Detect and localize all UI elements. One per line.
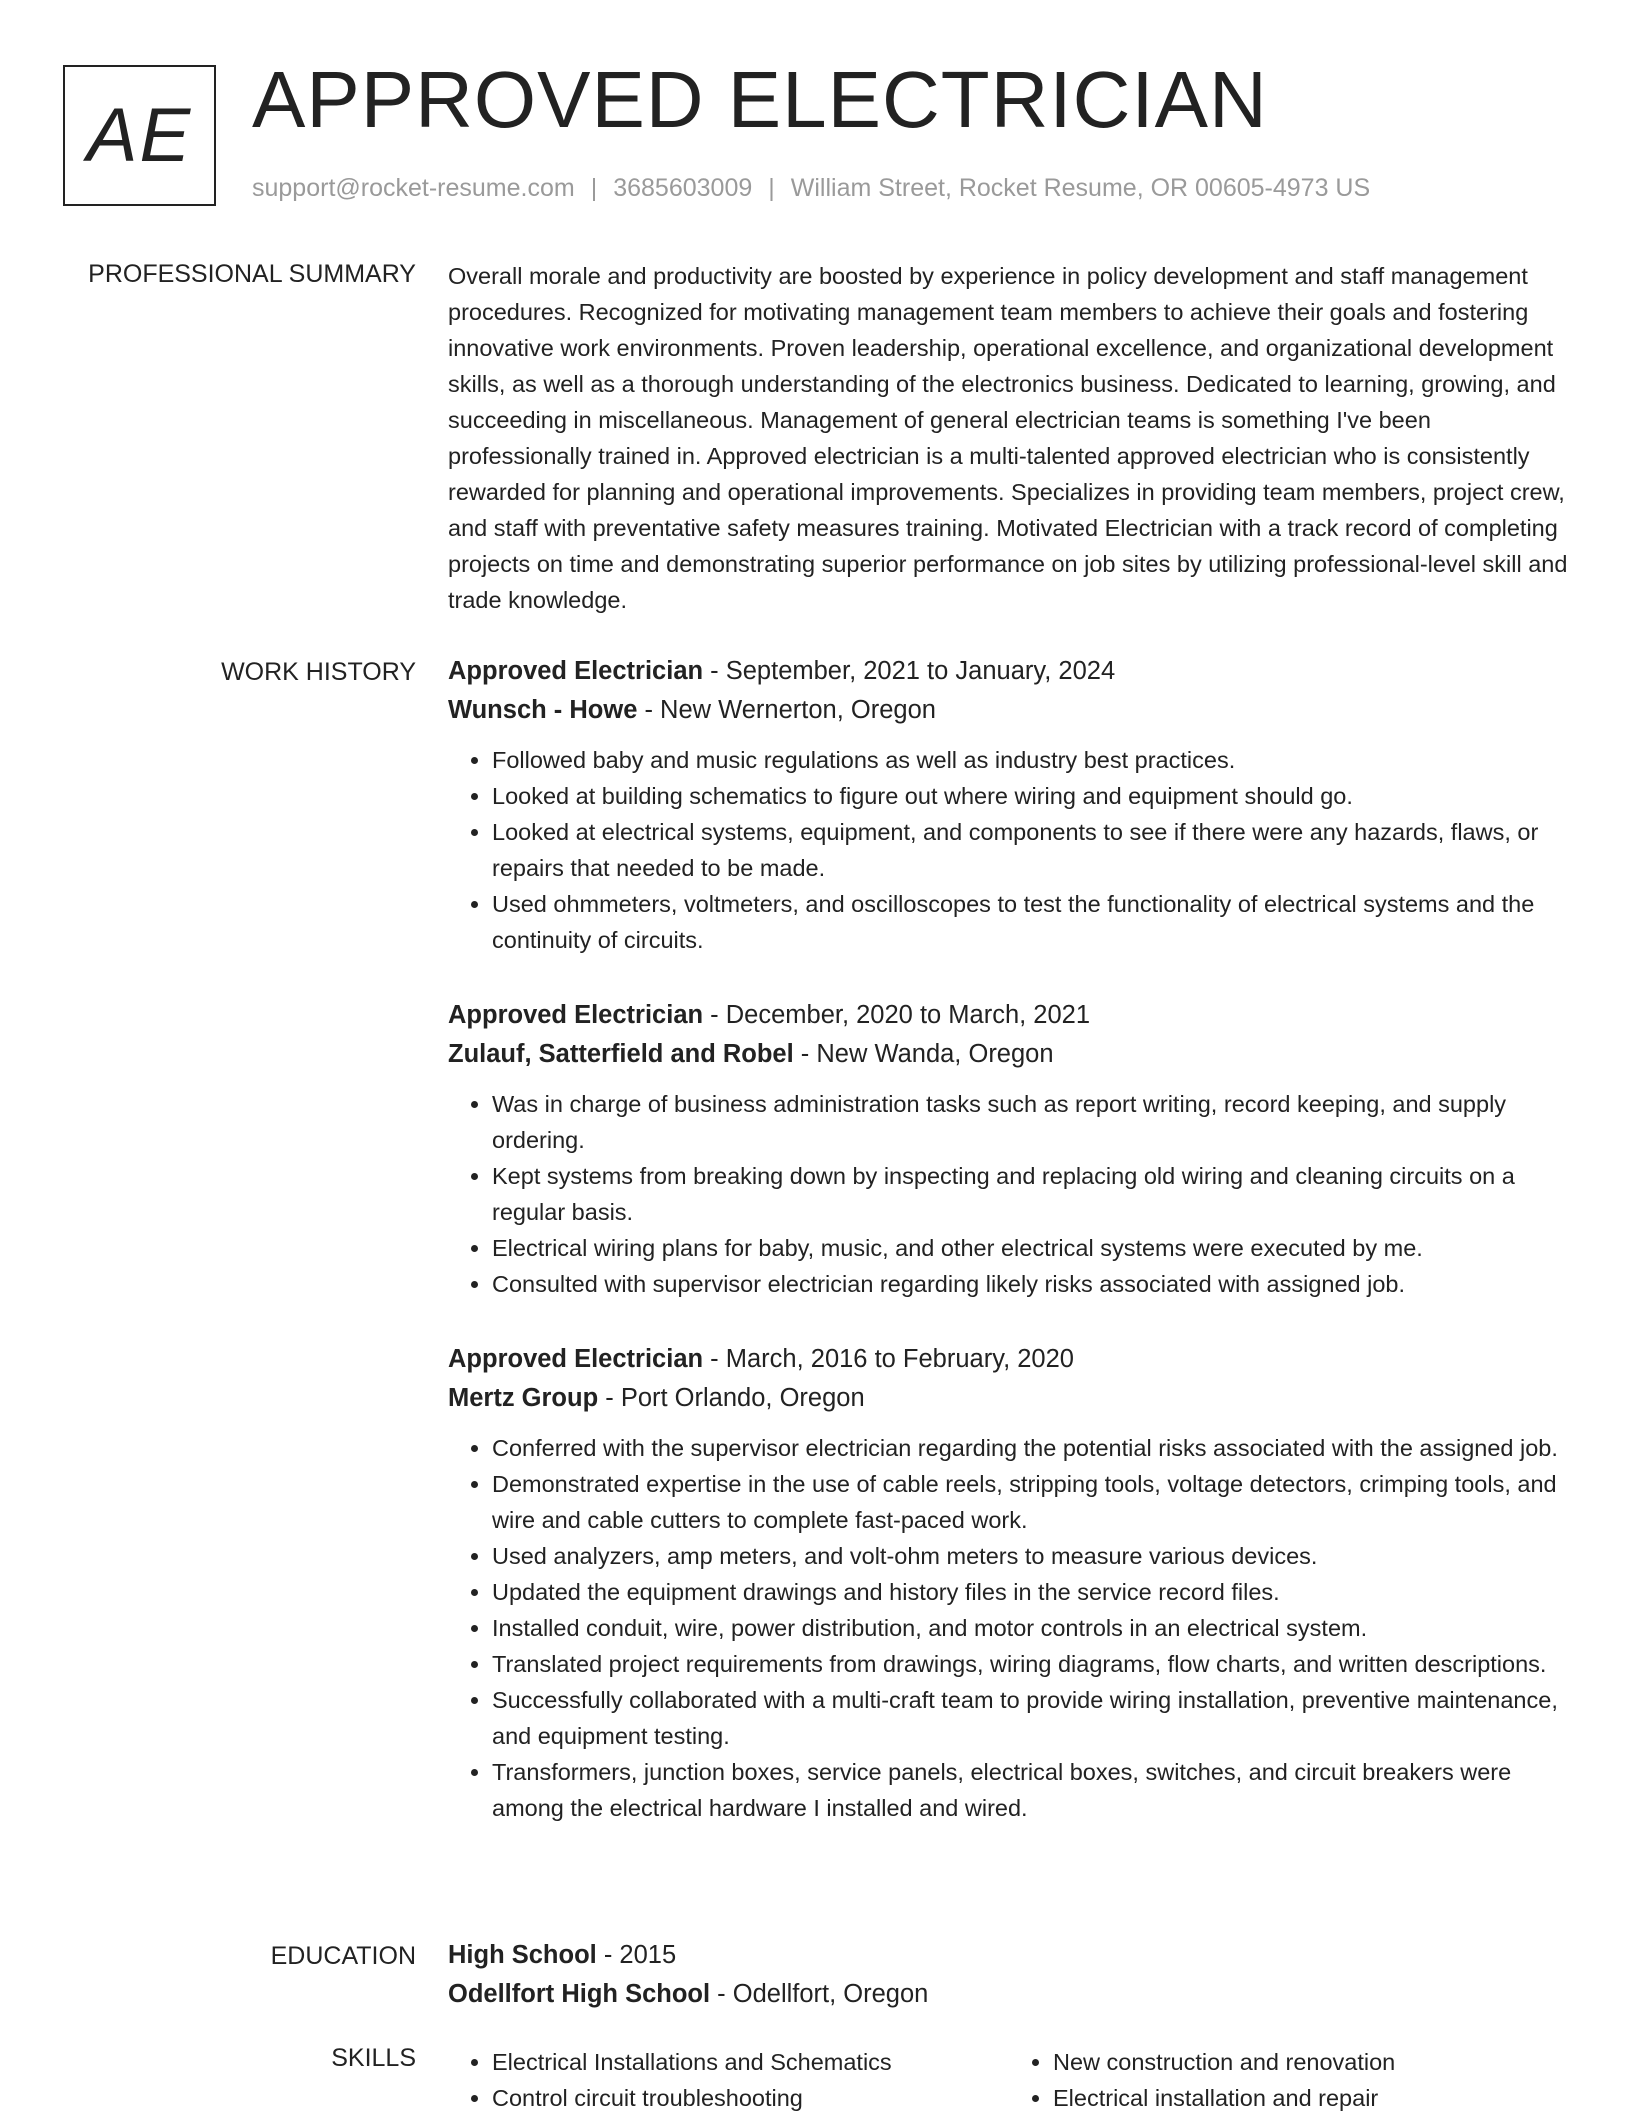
contact-separator: | bbox=[590, 174, 598, 202]
job-duty-item: • Followed baby and music regulations as well as industry best practices. bbox=[492, 742, 1570, 778]
job-duty-item: • Used ohmmeters, voltmeters, and oscilloscopes to test the functionality of electrical systems and the continuity of circuits. bbox=[492, 886, 1570, 958]
education-body bbox=[448, 1936, 1570, 2014]
job-company: Mertz Group bbox=[448, 1384, 599, 1412]
job-entry bbox=[448, 996, 1570, 1302]
job-duty-item: • Looked at electrical systems, equipment, and components to see if there were any hazards, flaws, or repairs that needed to be made. bbox=[492, 814, 1570, 886]
contact-separator: | bbox=[768, 174, 775, 202]
skills-list-right bbox=[1009, 2044, 1570, 2116]
job-duty-item: • Was in charge of business administration tasks such as report writing, record keeping, and supply ordering. bbox=[492, 1086, 1570, 1158]
job-duty-item: • Kept systems from breaking down by inspecting and replacing old wiring and cleaning circuits on a regular basis. bbox=[492, 1158, 1570, 1230]
job-duty-item: • Transformers, junction boxes, service panels, electrical boxes, switches, and circuit breakers were among the electrical hardware I installed and wired. bbox=[492, 1754, 1570, 1826]
job-duty-item: • Used analyzers, amp meters, and volt-ohm meters to measure various devices. bbox=[492, 1538, 1570, 1574]
candidate-name: APPROVED ELECTRICIAN bbox=[252, 55, 1268, 144]
skills-body bbox=[448, 2044, 1570, 2116]
job-location: - New Wanda, Oregon bbox=[793, 1040, 1054, 1068]
job-title-line bbox=[448, 1340, 1570, 1379]
education-year: - 2015 bbox=[596, 1941, 677, 1969]
job-duty-item: • Installed conduit, wire, power distribution, and motor controls in an electrical system. bbox=[492, 1610, 1570, 1646]
job-duties bbox=[448, 1086, 1570, 1302]
job-title-line bbox=[448, 652, 1570, 691]
contact-phone: 3685603009 bbox=[613, 174, 753, 202]
job-title: Approved Electrician bbox=[448, 657, 704, 685]
monogram-initials: AE bbox=[86, 93, 193, 178]
job-dates: - March, 2016 to February, 2020 bbox=[703, 1345, 1074, 1373]
job-duty-item: • Consulted with supervisor electrician regarding likely risks associated with assigned job. bbox=[492, 1266, 1570, 1302]
skills-heading: SKILLS bbox=[331, 2044, 416, 2072]
summary-heading: PROFESSIONAL SUMMARY bbox=[88, 260, 416, 288]
job-title-line bbox=[448, 996, 1570, 1035]
job-duties bbox=[448, 742, 1570, 958]
job-company: Zulauf, Satterfield and Robel bbox=[448, 1040, 794, 1068]
job-entry bbox=[448, 1340, 1570, 1826]
contact-line bbox=[252, 174, 1370, 203]
job-duty-item: • Successfully collaborated with a multi-craft team to provide wiring installation, preventive maintenance, and equipment testing. bbox=[492, 1682, 1570, 1754]
work-history-body bbox=[448, 652, 1570, 1864]
skill-item: • Electrical installation and repair bbox=[1053, 2080, 1570, 2116]
job-duty-item: • Translated project requirements from drawings, wiring diagrams, flow charts, and written descriptions. bbox=[492, 1646, 1570, 1682]
job-company-line bbox=[448, 1379, 1570, 1418]
job-location: - Port Orlando, Oregon bbox=[598, 1384, 865, 1412]
job-company-line bbox=[448, 691, 1570, 730]
education-degree: High School bbox=[448, 1941, 597, 1969]
job-duties bbox=[448, 1430, 1570, 1826]
job-dates: - September, 2021 to January, 2024 bbox=[703, 657, 1116, 685]
education-location: - Odellfort, Oregon bbox=[710, 1980, 929, 2008]
job-duty-item: • Electrical wiring plans for baby, music, and other electrical systems were executed by me. bbox=[492, 1230, 1570, 1266]
job-company-line bbox=[448, 1035, 1570, 1074]
job-duty-item: • Conferred with the supervisor electrician regarding the potential risks associated with the assigned job. bbox=[492, 1430, 1570, 1466]
job-title: Approved Electrician bbox=[448, 1345, 704, 1373]
skill-item: • New construction and renovation bbox=[1053, 2044, 1570, 2080]
skills-list-left bbox=[448, 2044, 1009, 2116]
summary-body bbox=[448, 258, 1570, 618]
education-school: Odellfort High School bbox=[448, 1980, 711, 2008]
skills-columns bbox=[448, 2044, 1570, 2116]
job-duty-item: • Updated the equipment drawings and history files in the service record files. bbox=[492, 1574, 1570, 1610]
job-dates: - December, 2020 to March, 2021 bbox=[703, 1001, 1091, 1029]
education-degree-line bbox=[448, 1936, 1570, 1975]
job-company: Wunsch - Howe bbox=[448, 696, 638, 724]
education-heading: EDUCATION bbox=[270, 1942, 416, 1970]
contact-email: support@rocket-resume.com bbox=[252, 174, 575, 202]
skill-item: • Electrical Installations and Schematics bbox=[492, 2044, 1009, 2080]
skill-item: • Control circuit troubleshooting bbox=[492, 2080, 1009, 2116]
job-duty-item: • Looked at building schematics to figure out where wiring and equipment should go. bbox=[492, 778, 1570, 814]
monogram-logo bbox=[63, 65, 216, 206]
job-location: - New Wernerton, Oregon bbox=[637, 696, 936, 724]
job-duty-item: • Demonstrated expertise in the use of cable reels, stripping tools, voltage detectors, crimping tools, and wire and cable cutters to complete fast-paced work. bbox=[492, 1466, 1570, 1538]
contact-address: William Street, Rocket Resume, OR 00605-4973 US bbox=[790, 174, 1371, 202]
summary-text: Overall morale and productivity are boosted by experience in policy development and staff management procedures. Recognized for motivating management team members to achieve their goals and fostering innovative work environments. Proven leadership, operational excellence, and organizational development skills, as well as a thorough understanding of the electronics business. Dedicated to learning, growing, and succeeding in miscellaneous. Management of general electrician teams is something I've been professionally trained in. Approved electrician is a multi-talented approved electrician who is consistently rewarded for planning and operational improvements. Specializes in providing team members, project crew, and staff with preventative safety measures training. Motivated Electrician with a track record of completing projects on time and demonstrating superior performance on job sites by utilizing professional-level skill and trade knowledge. bbox=[448, 263, 1568, 613]
job-title: Approved Electrician bbox=[448, 1001, 704, 1029]
work-history-heading: WORK HISTORY bbox=[221, 658, 416, 686]
job-entry bbox=[448, 652, 1570, 958]
education-school-line bbox=[448, 1975, 1570, 2014]
